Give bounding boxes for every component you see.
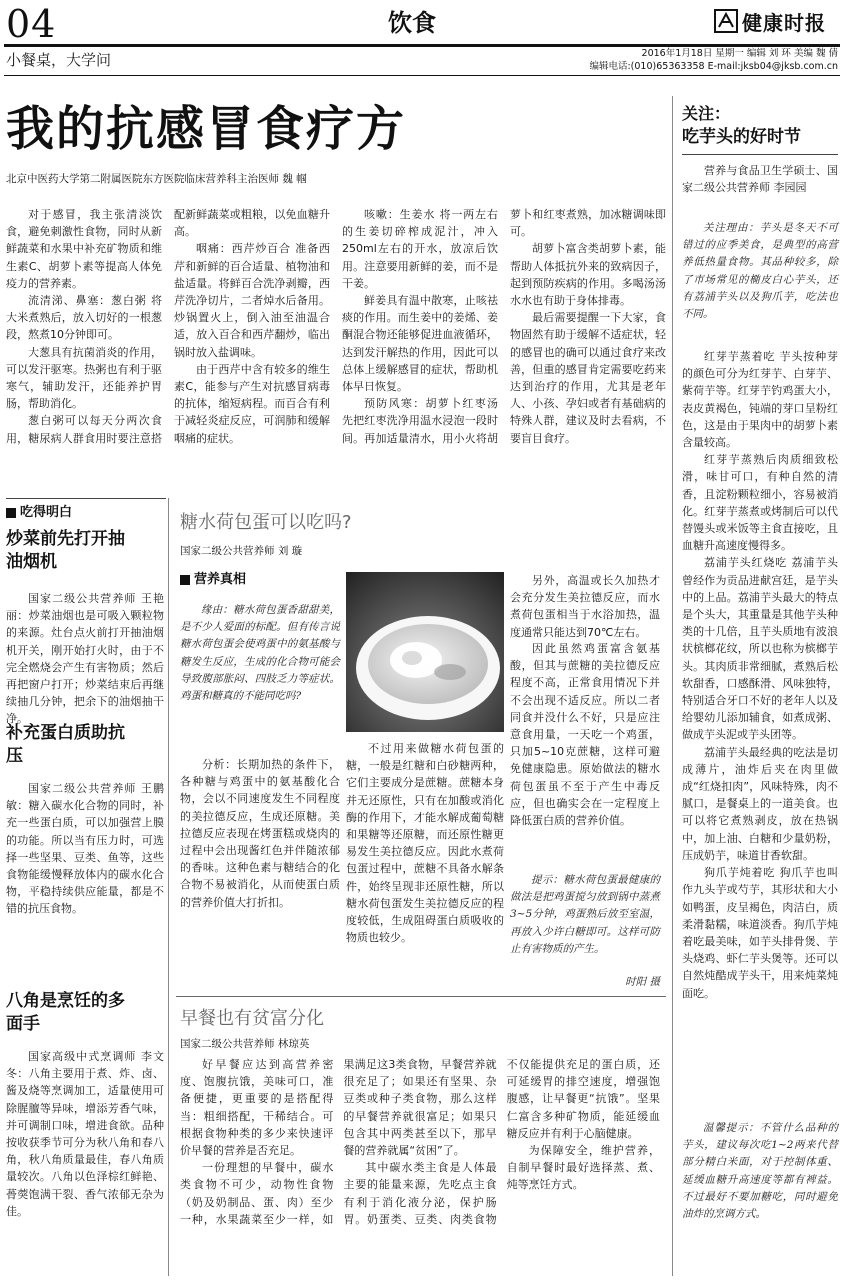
breakfast-article-byline: 国家二级公共营养师 林琼英 [180, 1038, 310, 1050]
qa-column-divider [168, 498, 169, 1276]
breakfast-paragraph: 为保障安全，维护营养，自制早餐时最好选择蒸、煮、炖等烹饪方式。 [506, 1144, 660, 1192]
breakfast-paragraph: 其中碳水类主食是人体最主要的能量来源，先吃点主食有利于消化液分泌，保护肠胃。奶蛋类、豆类、肉类食物不仅能提供充足的蛋白质，还可延缓胃的排空速度，增强饱腹感，让早餐更“抗饿”。坚果仁富含多种矿物质，能延缓血糖反应并有利于心脑健康。 [343, 1058, 660, 1226]
header-rule-top [4, 44, 840, 47]
breakfast-top-rule [176, 996, 666, 997]
egg-tag [180, 572, 246, 588]
sidebar-body [682, 348, 838, 1118]
main-article-title: 我的抗感冒食疗方 [6, 101, 407, 157]
main-paragraph: 预防风寒：胡萝卜红枣汤 先把红枣洗净用温水浸泡一段时间。再加适量清水，用小火将胡萝卜和红枣煮熟，加冰糖调味即可。 [342, 208, 666, 445]
main-article-body [6, 206, 666, 490]
qa-top-rule [6, 498, 166, 499]
egg-tag-label: 营养真相 [194, 572, 247, 587]
sidebar-paragraph: 红芽芋蒸熟后肉质细致松滑，味甘可口，有种自然的清香，且淀粉颗粒细小，容易被消化。红芽芋蒸煮或烤制后可以代替馒头或米饭等主食直接吃，且血糖升高速度慢得多。 [682, 453, 838, 553]
qa-text-3: 国家高级中式烹调师 李文冬：八角主要用于煮、炸、卤、酱及烧等烹调加工，适量使用可除腥膻等异味，增添芳香气味，并可调制口味，增进食欲。品种按收获季节可分为秋八角和春八角，秋八角质量最佳，春八角质量较次。八角以色泽棕红鲜艳、蓇葖饱满干裂、香气浓郁无杂为佳。 [6, 1050, 164, 1218]
egg-article-byline: 国家二级公共营养师 刘 璇 [180, 545, 303, 557]
column-name: 小餐桌，大学问 [6, 51, 112, 69]
egg-tip-editor: 时阳 摄 [625, 976, 660, 988]
sidebar-paragraph: 狗爪芋炖着吃 狗爪芋也叫作九头芋或芍芋，其形状和大小如鸭蛋，皮呈褐色，肉洁白，质柔滑黏糯，味道淡香。狗爪芋炖着吃最美味，如芋头排骨煲、芋头烧鸡、虾仁芋头煲等。还可以自然炖酷成芋头干，用来炖菜炖面吃。 [682, 866, 838, 1000]
date-editors: 2016年1月18日 星期一 编辑 刘 环 美编 魏 倩 [641, 48, 838, 59]
main-paragraph: 咽痛：西芹炒百合 准备西芹和新鲜的百合适量、植物油和盐适量。将鲜百合洗净剥瓣，西芹洗净切片，二者焯水后备用。炒锅置火上，倒入油至油温合适，放入百合和西芹翻炒，临出锅时放入盐调味。 [174, 242, 330, 359]
egg-tip: 提示：糖水荷包蛋最健康的做法是把鸡蛋搅匀放到锅中蒸煮3~5分钟，鸡蛋熟后放至室温，再放入少许白糖即可。这样可防止有害物质的产生。 [510, 874, 660, 955]
main-paragraph: 流清涕、鼻塞：葱白粥 将大米煮熟后，放入切好的一根葱段，熬煮10分钟即可。 [6, 294, 162, 342]
qa-heading-1: 炒菜前先打开抽油烟机 [6, 529, 125, 572]
egg-article-title: 糖水荷包蛋可以吃吗? [180, 512, 352, 533]
breakfast-paragraph: 好早餐应达到高营养密度、饱腹抗饿，美味可口，准备便捷，更重要的是搭配得当：粗细搭配，干稀结合。可根据食物种类的多少来快速评价早餐的营养是否充足。 [180, 1058, 334, 1158]
breakfast-paragraph: 一份理想的早餐中，碳水类食物不可少，动物性食物（奶及奶制品、蛋、肉）至少一种，水果蔬菜至少一样，如果满足这3类食物，早餐营养就很充足了；如果还有坚果、杂豆类或种子类食物，那么这样的早餐营养就很富足；如果只包含其中两类甚至以下，那早餐的营养就属“贫困”了。 [180, 1058, 497, 1226]
sidebar-author: 营养与食品卫生学硕士、国家二级公共营养师 李园园 [682, 164, 838, 195]
egg-reason: 缘由：糖水荷包蛋香甜甜美，是不少人爱面的标配。但有传言说糖水荷包蛋会使鸡蛋中的氨基酸与糖发生反应，生成的化合物可能会导致腹部胀闷、四肢乏力等症状。鸡蛋和糖真的不能同吃吗? [180, 604, 340, 703]
qa-tag-label: 吃得明白 [20, 505, 73, 520]
qa-text-2: 国家二级公共营养师 王鹏敏：糖入碳水化合物的同时，补充一些蛋白质，可以加强营上膜的功能。所以当有压力时，可选择一些坚果、豆类、鱼等，这些食物能缓慢释放体内的碳水化合物，平稳持续供应能量，都是不错的抗压食物。 [6, 782, 164, 916]
logo-mark-icon [714, 9, 738, 33]
main-paragraph: 大葱具有抗菌消炎的作用，可以发汗驱寒。热粥也有利于驱寒气，辅助发汗，还能养护胃肠，帮助消化。 [6, 345, 162, 411]
main-paragraph: 胡萝卜富含类胡萝卜素，能帮助人体抵抗外来的致病因子，起到预防疾病的作用。多喝汤汤水水也有助于身体排毒。 [510, 242, 666, 308]
header-rule-bottom [4, 75, 840, 76]
main-paragraph: 鲜姜具有温中散寒，止咳祛痰的作用。而生姜中的姜烯、姜酮混合物还能够促进血液循环，达到发汗解热的作用，因此可以总体上缓解感冒的症状，帮助机体早日恢复。 [342, 294, 498, 394]
main-paragraph: 由于西芹中含有较多的维生素C，能参与产生对抗感冒病毒的抗体，缩短病程。而百合有利于减轻炎症反应，可润肺和缓解咽痛的症状。 [174, 362, 330, 445]
breakfast-article-title: 早餐也有贫富分化 [180, 1008, 324, 1029]
egg-soup-photo [346, 572, 504, 732]
qa-text-1: 国家二级公共营养师 王艳丽：炒菜油烟也是可吸入颗粒物的来源。灶台点火前打开抽油烟机开关，刚开始打火时，由于不完全燃烧会产生有害物质；然后再把窗户打开；炒菜结束后再继续抽几分钟，把余下的油烟抽干净。 [6, 592, 164, 726]
qa-tag [6, 505, 72, 521]
sidebar-title-rule [682, 154, 838, 155]
sidebar-paragraph: 荔浦芋头最经典的吃法是切成薄片，油炸后夹在肉里做成“红烧扣肉”，风味特殊，肉不腻口，是餐桌上的一道美食。也可以将它煮熟剥皮，放在热锅中，加上油、白糖和少量奶粉，压成奶芋，味道甘香软甜。 [682, 745, 838, 862]
breakfast-article-body [180, 1056, 660, 1276]
main-paragraph: 葱白粥可以每天分两次食用，糖尿病人群食用时要注意搭配新鲜蔬菜或粗粮，以免血糖升高。 [6, 208, 330, 445]
sidebar-title: 吃芋头的好时节 [682, 127, 801, 147]
egg-analysis-1: 分析：长期加热的条件下，各种糖与鸡蛋中的氨基酸化合物，会以不同速度发生不同程度的美拉德反应，生成还原糖。美拉德反应表现在烤蛋糕或烧肉的过程中会出现酱红色并伴随浓郁的香味。这种色素与糖结合的化合物不易被消化，从而使蛋白质的营养价值大打折扣。 [180, 758, 340, 909]
qa-heading-2: 补充蛋白质助抗压 [6, 723, 125, 766]
qa-tag-square-icon [6, 508, 16, 518]
egg-analysis-4: 因此虽然鸡蛋富含氨基酸，但其与蔗糖的美拉德反应程度不高，正常食用情况下并不会出现不适反应。所以二者同食并没什么不好，只是应注意食用量，一天吃一个鸡蛋，只加5~10克蔗糖，这样可避免健康隐患。原始做法的糖水荷包蛋虽不至于产生中毒反应，但也确实会在一定程度上降低蛋白质的营养价值。 [510, 642, 660, 828]
egg-tag-square-icon [180, 575, 190, 585]
main-paragraph: 咳嗽：生姜水 将一两左右的生姜切碎榨成泥汁，冲入250ml左右的开水，放凉后饮用。注意要用新鲜的姜，而不是干姜。 [342, 208, 498, 290]
sidebar-divider [672, 96, 673, 1276]
section-title: 饮食 [388, 9, 436, 37]
main-article-byline: 北京中医药大学第二附属医院东方医院临床营养科主治医师 魏 帼 [6, 173, 307, 185]
contact-info: 编辑电话:(010)65363358 E-mail:jksb04@jksb.com.cn [589, 61, 838, 72]
sidebar-paragraph: 红芽芋蒸着吃 芋头按种芽的颜色可分为红芽芋、白芽芋、紫荷芋等。红芽芋钓鸡蛋大小，表皮黄褐色，钝端的芽口呈粉红色，这是由于果肉中的胡萝卜素含量较高。 [682, 350, 838, 450]
sidebar-paragraph: 荔浦芋头红烧吃 荔浦芋头曾经作为贡品进献宫廷，是芋头中的上品。荔浦芋头最大的特点是个头大，其重量是其他芋头种类的十几倍，且芋头质地有波浪状槟榔花纹，所以也称为槟榔芋头。其肉质非常细腻，煮熟后松软甜香，口感酥滑、风味独特，特别适合牙口不好的老年人以及给婴幼儿添加辅食，如煮成粥、做成芋头泥或芋头团等。 [682, 556, 838, 742]
sidebar-reason: 关注理由：芋头是冬天不可错过的应季美食，是典型的高营养低热量食物。其品种较多，除了市场常见的椭皮白心芋头，还有荔浦芋头以及狗爪芋，吃法也不同。 [682, 222, 838, 321]
qa-heading-3: 八角是烹饪的多面手 [6, 991, 125, 1034]
main-paragraph: 对于感冒，我主张清淡饮食，避免刺激性食物，同时从新鲜蔬菜和水果中补充矿物质和维生素C、胡萝卜素等提高人体免疫力的营养素。 [6, 208, 162, 290]
newspaper-logo [714, 6, 838, 36]
egg-analysis-3: 另外，高温或长久加热才会充分发生美拉德反应，而水煮荷包蛋相当于水浴加热，温度通常只能达到70℃左右。 [510, 574, 660, 639]
sidebar-tip: 温馨提示：不管什么品种的芋头，建议每次吃1~2两来代替部分精白米面，对于控制体重、延缓血糖升高速度等都有裨益。不过最好不要加糖吃，同时避免油炸的烹调方式。 [682, 1122, 838, 1221]
page-number: 04 [6, 2, 57, 46]
main-paragraph: 最后需要提醒一下大家，食物固然有助于缓解不适症状，轻的感冒也的确可以通过食疗来改善，但重的感冒肯定需要吃药来达到治疗的作用，尤其是老年人、小孩、孕妇或者有基础病的特殊人群，建议及时去看病，不要盲目食疗。 [510, 311, 666, 445]
egg-analysis-2: 不过用来做糖水荷包蛋的糖，一般是红糖和白砂糖两种，它们主要成分是蔗糖。蔗糖本身并无还原性，只有在加酸或消化酶的作用下，才能水解成葡萄糖和果糖等还原糖，而还原性糖更易发生美拉德反应。因此水煮荷包蛋过程中，蔗糖不具备水解条件，始终呈现非还原性糖，所以糖水荷包蛋发生美拉德反应的程度较低，生成阻碍蛋白质吸收的物质也较少。 [346, 742, 504, 945]
logo-text: 健康时报 [742, 10, 826, 35]
sidebar-kicker: 关注： [682, 104, 731, 123]
